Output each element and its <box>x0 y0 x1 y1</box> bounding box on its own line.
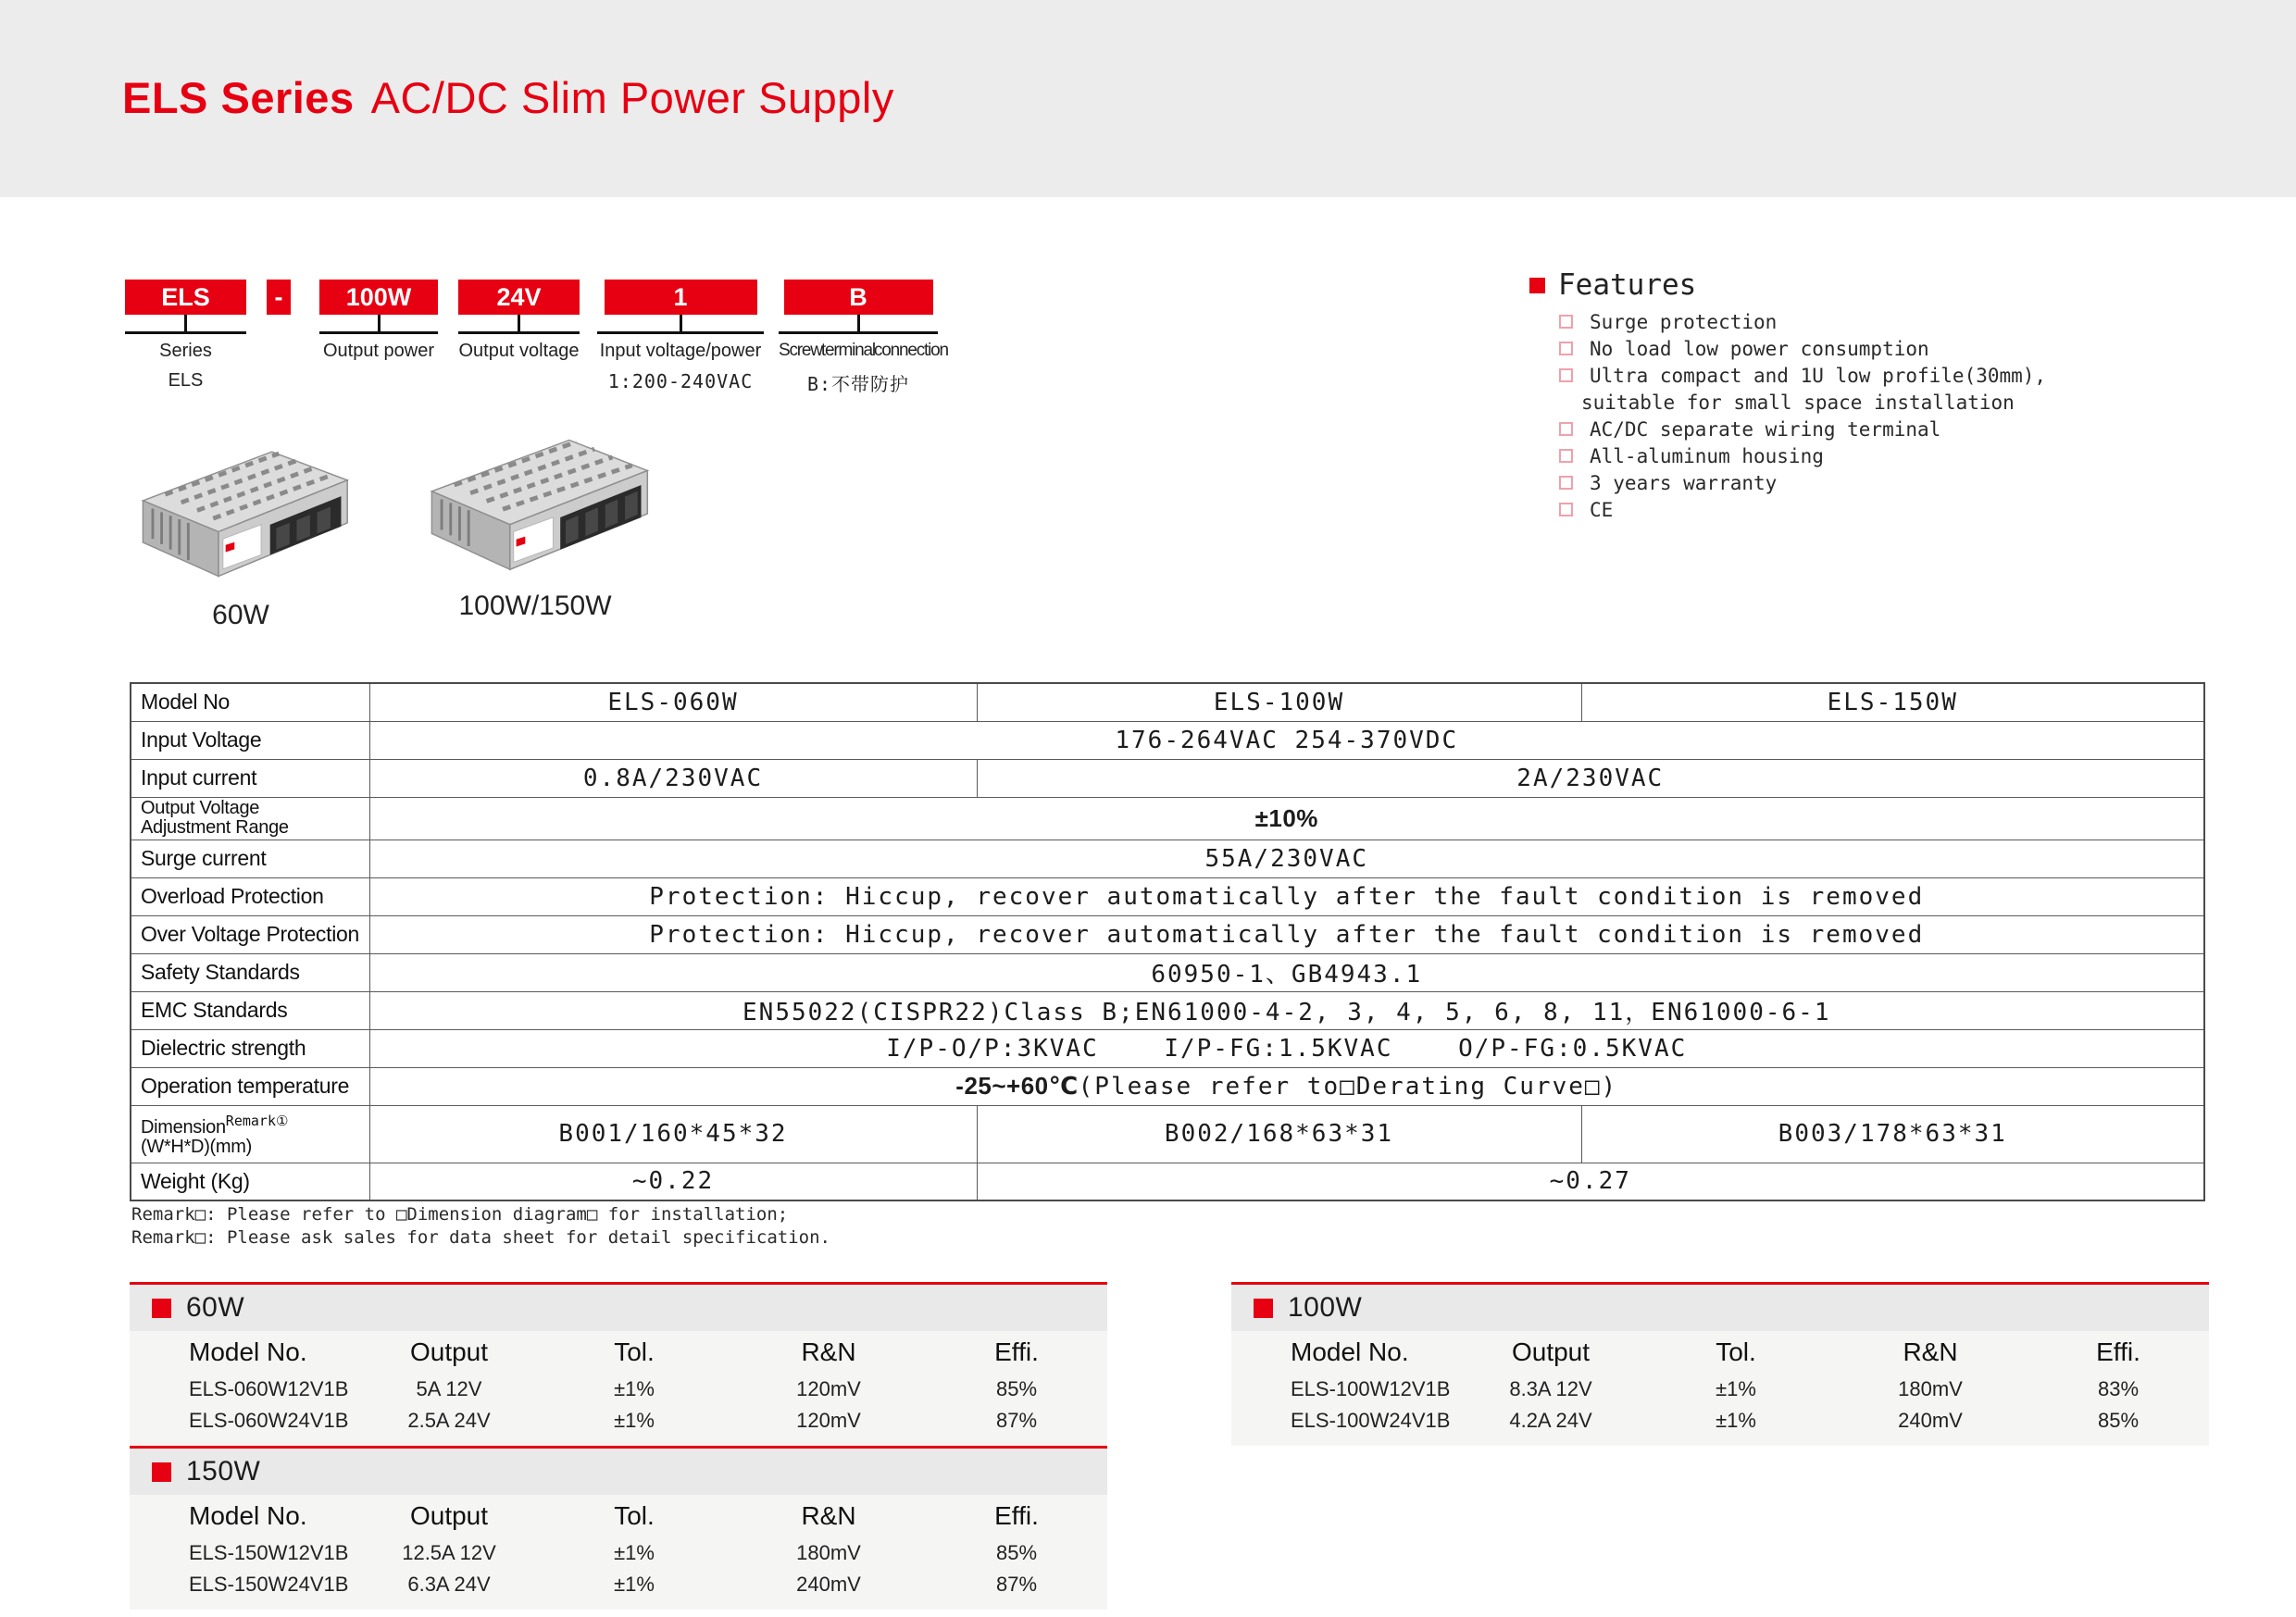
features-heading: Features <box>1558 268 1697 302</box>
column-header: Tol. <box>1716 1337 1756 1366</box>
spec-value: Protection: Hiccup, recover automatically after the fault condition is removed <box>369 915 2204 953</box>
power-table-60w <box>130 1282 1107 1446</box>
row-label: Overload Protection <box>131 877 369 915</box>
feature-text: Ultra compact and 1U low profile(30mm), <box>1590 365 2047 387</box>
cell-efficiency: 87% <box>995 1409 1038 1432</box>
power-table-body <box>1231 1331 2209 1446</box>
spec-row-emc-standards <box>131 991 2204 1029</box>
row-label-line1: Output Voltage <box>141 798 260 818</box>
spec-value: 60950-1、GB4943.1 <box>369 953 2204 991</box>
tick-line <box>518 315 520 331</box>
spec-value: Protection: Hiccup, recover automatically after the fault condition is removed <box>369 877 2204 915</box>
feature-text: suitable for small space installation <box>1581 392 2015 414</box>
power-table-title-band <box>130 1449 1107 1495</box>
cell-ripple: 240mV <box>1898 1409 1963 1432</box>
table-row <box>1231 1405 2209 1437</box>
column-header: R&N <box>1903 1337 1958 1366</box>
features-section <box>1529 268 2046 522</box>
row-label: Input Voltage <box>131 721 369 759</box>
column-header: R&N <box>801 1501 856 1530</box>
spec-row-weight <box>131 1163 2204 1200</box>
spec-row-model <box>131 683 2204 721</box>
feature-text: CE <box>1590 499 1614 521</box>
model-code-group-series <box>125 280 246 392</box>
model-code-box: 100W <box>319 280 438 315</box>
model-code-group-voltage <box>458 280 580 362</box>
model-code-box: - <box>267 280 291 315</box>
feature-item <box>1559 311 2046 334</box>
model-code-label: Output power <box>322 341 435 361</box>
power-table-body <box>130 1331 1107 1446</box>
feature-item <box>1559 445 2046 468</box>
spec-row-operation-temperature <box>131 1067 2204 1105</box>
feature-item-continuation <box>1581 392 2046 415</box>
tick-line <box>184 315 187 331</box>
cell-tolerance: ±1% <box>614 1377 655 1400</box>
model-code-box: B <box>784 280 933 315</box>
product-photo-100w-150w <box>415 424 655 622</box>
table-row <box>130 1374 1107 1405</box>
spec-value: 176-264VAC 254-370VDC <box>369 721 2204 759</box>
power-table-title-band <box>130 1285 1107 1331</box>
model-code-sublabel: ELS <box>168 370 204 391</box>
psu-illustration-100w-150w <box>415 424 655 577</box>
table-row <box>1231 1374 2209 1405</box>
cell-efficiency: 85% <box>995 1541 1038 1564</box>
product-caption: 60W <box>212 600 269 630</box>
spec-value: B001/160*45*32 <box>369 1105 977 1163</box>
spec-value: ELS-060W <box>369 683 977 721</box>
power-table-title: 150W <box>186 1456 261 1486</box>
feature-item <box>1559 472 2046 495</box>
row-label <box>131 1105 369 1163</box>
feature-text: Surge protection <box>1590 311 1778 333</box>
feature-text: All-aluminum housing <box>1590 445 1824 467</box>
cell-output: 4.2A 24V <box>1509 1409 1592 1432</box>
row-label: Surge current <box>131 840 369 877</box>
row-label-line1: Dimension <box>141 1116 226 1138</box>
page-title <box>122 72 894 123</box>
column-header: R&N <box>801 1337 856 1366</box>
cell-model: ELS-100W12V1B <box>1291 1377 1451 1400</box>
red-square-bullet-icon <box>1529 278 1545 293</box>
table-row <box>130 1569 1107 1600</box>
table-row <box>130 1405 1107 1437</box>
remark-line-2: Remark□: Please ask sales for data sheet for detail specification. <box>131 1227 830 1248</box>
tick-line <box>378 315 381 331</box>
cell-ripple: 180mV <box>796 1541 861 1564</box>
column-header: Model No. <box>1291 1337 1409 1366</box>
psu-illustration-60w <box>130 433 352 586</box>
model-code-group-input <box>597 280 764 392</box>
power-table-100w <box>1231 1282 2209 1446</box>
model-code-box: 24V <box>458 280 580 315</box>
column-header: Output <box>409 1501 489 1530</box>
model-code-box: ELS <box>125 280 246 315</box>
features-list <box>1559 311 2046 522</box>
temperature-range: -25~+60℃ <box>955 1072 1079 1100</box>
column-header: Output <box>1511 1337 1591 1366</box>
red-square-bullet-icon <box>1254 1299 1273 1318</box>
cell-tolerance: ±1% <box>614 1409 655 1432</box>
cell-output: 12.5A 12V <box>402 1541 496 1564</box>
power-table-header-row <box>130 1495 1107 1537</box>
cell-model: ELS-150W12V1B <box>189 1541 349 1564</box>
red-square-bullet-icon <box>152 1462 171 1482</box>
model-code-group-terminal <box>779 280 948 396</box>
cell-ripple: 120mV <box>796 1409 861 1432</box>
row-label <box>131 797 369 840</box>
feature-item <box>1559 499 2046 522</box>
row-label: Weight (Kg) <box>131 1163 369 1200</box>
column-header: Effi. <box>994 1337 1039 1366</box>
red-square-bullet-icon <box>152 1299 171 1318</box>
feature-text: 3 years warranty <box>1590 472 1778 494</box>
cell-efficiency: 83% <box>2097 1377 2140 1400</box>
series-title: ELS Series <box>122 73 355 122</box>
cell-tolerance: ±1% <box>1716 1409 1756 1432</box>
spec-value: 2A/230VAC <box>977 759 2204 797</box>
cell-tolerance: ±1% <box>614 1541 655 1564</box>
cell-efficiency: 85% <box>2097 1409 2140 1432</box>
column-header: Effi. <box>2096 1337 2140 1366</box>
power-table-title: 100W <box>1288 1292 1363 1323</box>
model-code-sublabel: B:不带防护 <box>806 373 910 395</box>
spec-value: 55A/230VAC <box>369 840 2204 877</box>
model-code-label: Screw terminal connection <box>779 341 948 360</box>
power-table-title: 60W <box>186 1292 245 1323</box>
cell-output: 6.3A 24V <box>407 1573 491 1596</box>
row-label-line2: Adjustment Range <box>141 817 289 838</box>
cell-ripple: 240mV <box>796 1573 861 1596</box>
tick-line <box>680 315 682 331</box>
spec-row-dielectric-strength <box>131 1029 2204 1067</box>
row-label: Dielectric strength <box>131 1029 369 1067</box>
cell-output: 2.5A 24V <box>407 1409 491 1432</box>
header-band <box>0 0 2296 197</box>
power-table-header-row <box>130 1331 1107 1374</box>
cell-model: ELS-060W24V1B <box>189 1409 349 1432</box>
spec-value: ~0.27 <box>977 1163 2204 1200</box>
remarks <box>131 1203 830 1250</box>
column-header: Output <box>409 1337 489 1366</box>
power-table-body <box>130 1495 1107 1610</box>
column-header: Effi. <box>994 1501 1039 1530</box>
temperature-note: (Please refer to□Derating Curve□) <box>1078 1073 1618 1101</box>
checkbox-square-icon <box>1559 342 1573 355</box>
column-header: Tol. <box>614 1337 655 1366</box>
spec-row-dimension <box>131 1105 2204 1163</box>
model-code-label: Series <box>159 341 212 361</box>
remark-line-1: Remark□: Please refer to □Dimension diagram□ for installation; <box>131 1204 789 1225</box>
product-caption: 100W/150W <box>458 591 612 621</box>
row-label: Safety Standards <box>131 953 369 991</box>
cell-output: 8.3A 12V <box>1509 1377 1592 1400</box>
specification-table <box>130 682 2205 1201</box>
spec-value: 0.8A/230VAC <box>369 759 977 797</box>
cell-model: ELS-150W24V1B <box>189 1573 349 1596</box>
bracket-line <box>597 331 764 334</box>
product-photo-60w <box>130 433 352 631</box>
checkbox-square-icon <box>1559 503 1573 516</box>
column-header: Model No. <box>189 1337 307 1366</box>
cell-ripple: 180mV <box>1898 1377 1963 1400</box>
spec-value: B002/168*63*31 <box>977 1105 1581 1163</box>
spec-value: ELS-100W <box>977 683 1581 721</box>
feature-item <box>1559 418 2046 442</box>
checkbox-square-icon <box>1559 449 1573 463</box>
column-header: Model No. <box>189 1501 307 1530</box>
bracket-line <box>125 331 246 334</box>
spec-value: EN55022(CISPR22)Class B;EN61000-4-2, 3, 4, 5, 6, 8, 11，EN61000-6-1 <box>369 991 2204 1029</box>
spec-row-safety-standards <box>131 953 2204 991</box>
model-code-box: 1 <box>605 280 757 315</box>
model-code-diagram <box>125 280 958 418</box>
table-row <box>130 1537 1107 1569</box>
checkbox-square-icon <box>1559 476 1573 490</box>
spec-value <box>369 1067 2204 1105</box>
checkbox-square-icon <box>1559 422 1573 436</box>
checkbox-square-icon <box>1559 368 1573 382</box>
model-code-label: Output voltage <box>458 341 580 361</box>
model-code-group-power <box>319 280 438 362</box>
features-header <box>1529 268 2046 302</box>
spec-value: I/P-O/P:3KVAC I/P-FG:1.5KVAC O/P-FG:0.5KVAC <box>369 1029 2204 1067</box>
tick-line <box>857 315 860 331</box>
row-label: Over Voltage Protection <box>131 915 369 953</box>
feature-item <box>1559 338 2046 361</box>
spec-row-input-voltage <box>131 721 2204 759</box>
spec-row-over-voltage-protection <box>131 915 2204 953</box>
feature-text: No load low power consumption <box>1590 338 1929 360</box>
spec-value: ELS-150W <box>1581 683 2204 721</box>
cell-efficiency: 87% <box>995 1573 1038 1596</box>
cell-model: ELS-100W24V1B <box>1291 1409 1451 1432</box>
spec-row-input-current <box>131 759 2204 797</box>
cell-model: ELS-060W12V1B <box>189 1377 349 1400</box>
spec-row-adjustment-range <box>131 797 2204 840</box>
bracket-line <box>319 331 438 334</box>
bracket-line <box>458 331 580 334</box>
cell-efficiency: 85% <box>995 1377 1038 1400</box>
feature-text: AC/DC separate wiring terminal <box>1590 418 1941 441</box>
model-code-group-dash <box>267 280 291 315</box>
spec-row-surge-current <box>131 840 2204 877</box>
bracket-line <box>779 331 938 334</box>
spec-value: B003/178*63*31 <box>1581 1105 2204 1163</box>
row-label: Operation temperature <box>131 1067 369 1105</box>
spec-value: ~0.22 <box>369 1163 977 1200</box>
power-table-title-band <box>1231 1285 2209 1331</box>
power-table-header-row <box>1231 1331 2209 1374</box>
product-title: AC/DC Slim Power Supply <box>370 73 894 122</box>
cell-tolerance: ±1% <box>614 1573 655 1596</box>
remark-superscript: Remark① <box>225 1112 289 1129</box>
cell-ripple: 120mV <box>796 1377 861 1400</box>
model-code-label: Input voltage/power <box>599 341 762 361</box>
power-table-150w <box>130 1446 1107 1610</box>
checkbox-square-icon <box>1559 315 1573 329</box>
cell-tolerance: ±1% <box>1716 1377 1756 1400</box>
cell-output: 5A 12V <box>416 1377 482 1400</box>
row-label-line2: (W*H*D)(mm) <box>141 1136 252 1157</box>
row-label: EMC Standards <box>131 991 369 1029</box>
spec-value: ±10% <box>369 797 2204 840</box>
model-code-sublabel: 1:200-240VAC <box>607 370 754 392</box>
spec-row-overload-protection <box>131 877 2204 915</box>
column-header: Tol. <box>614 1501 655 1530</box>
feature-item <box>1559 365 2046 388</box>
row-label: Input current <box>131 759 369 797</box>
row-label: Model No <box>131 683 369 721</box>
